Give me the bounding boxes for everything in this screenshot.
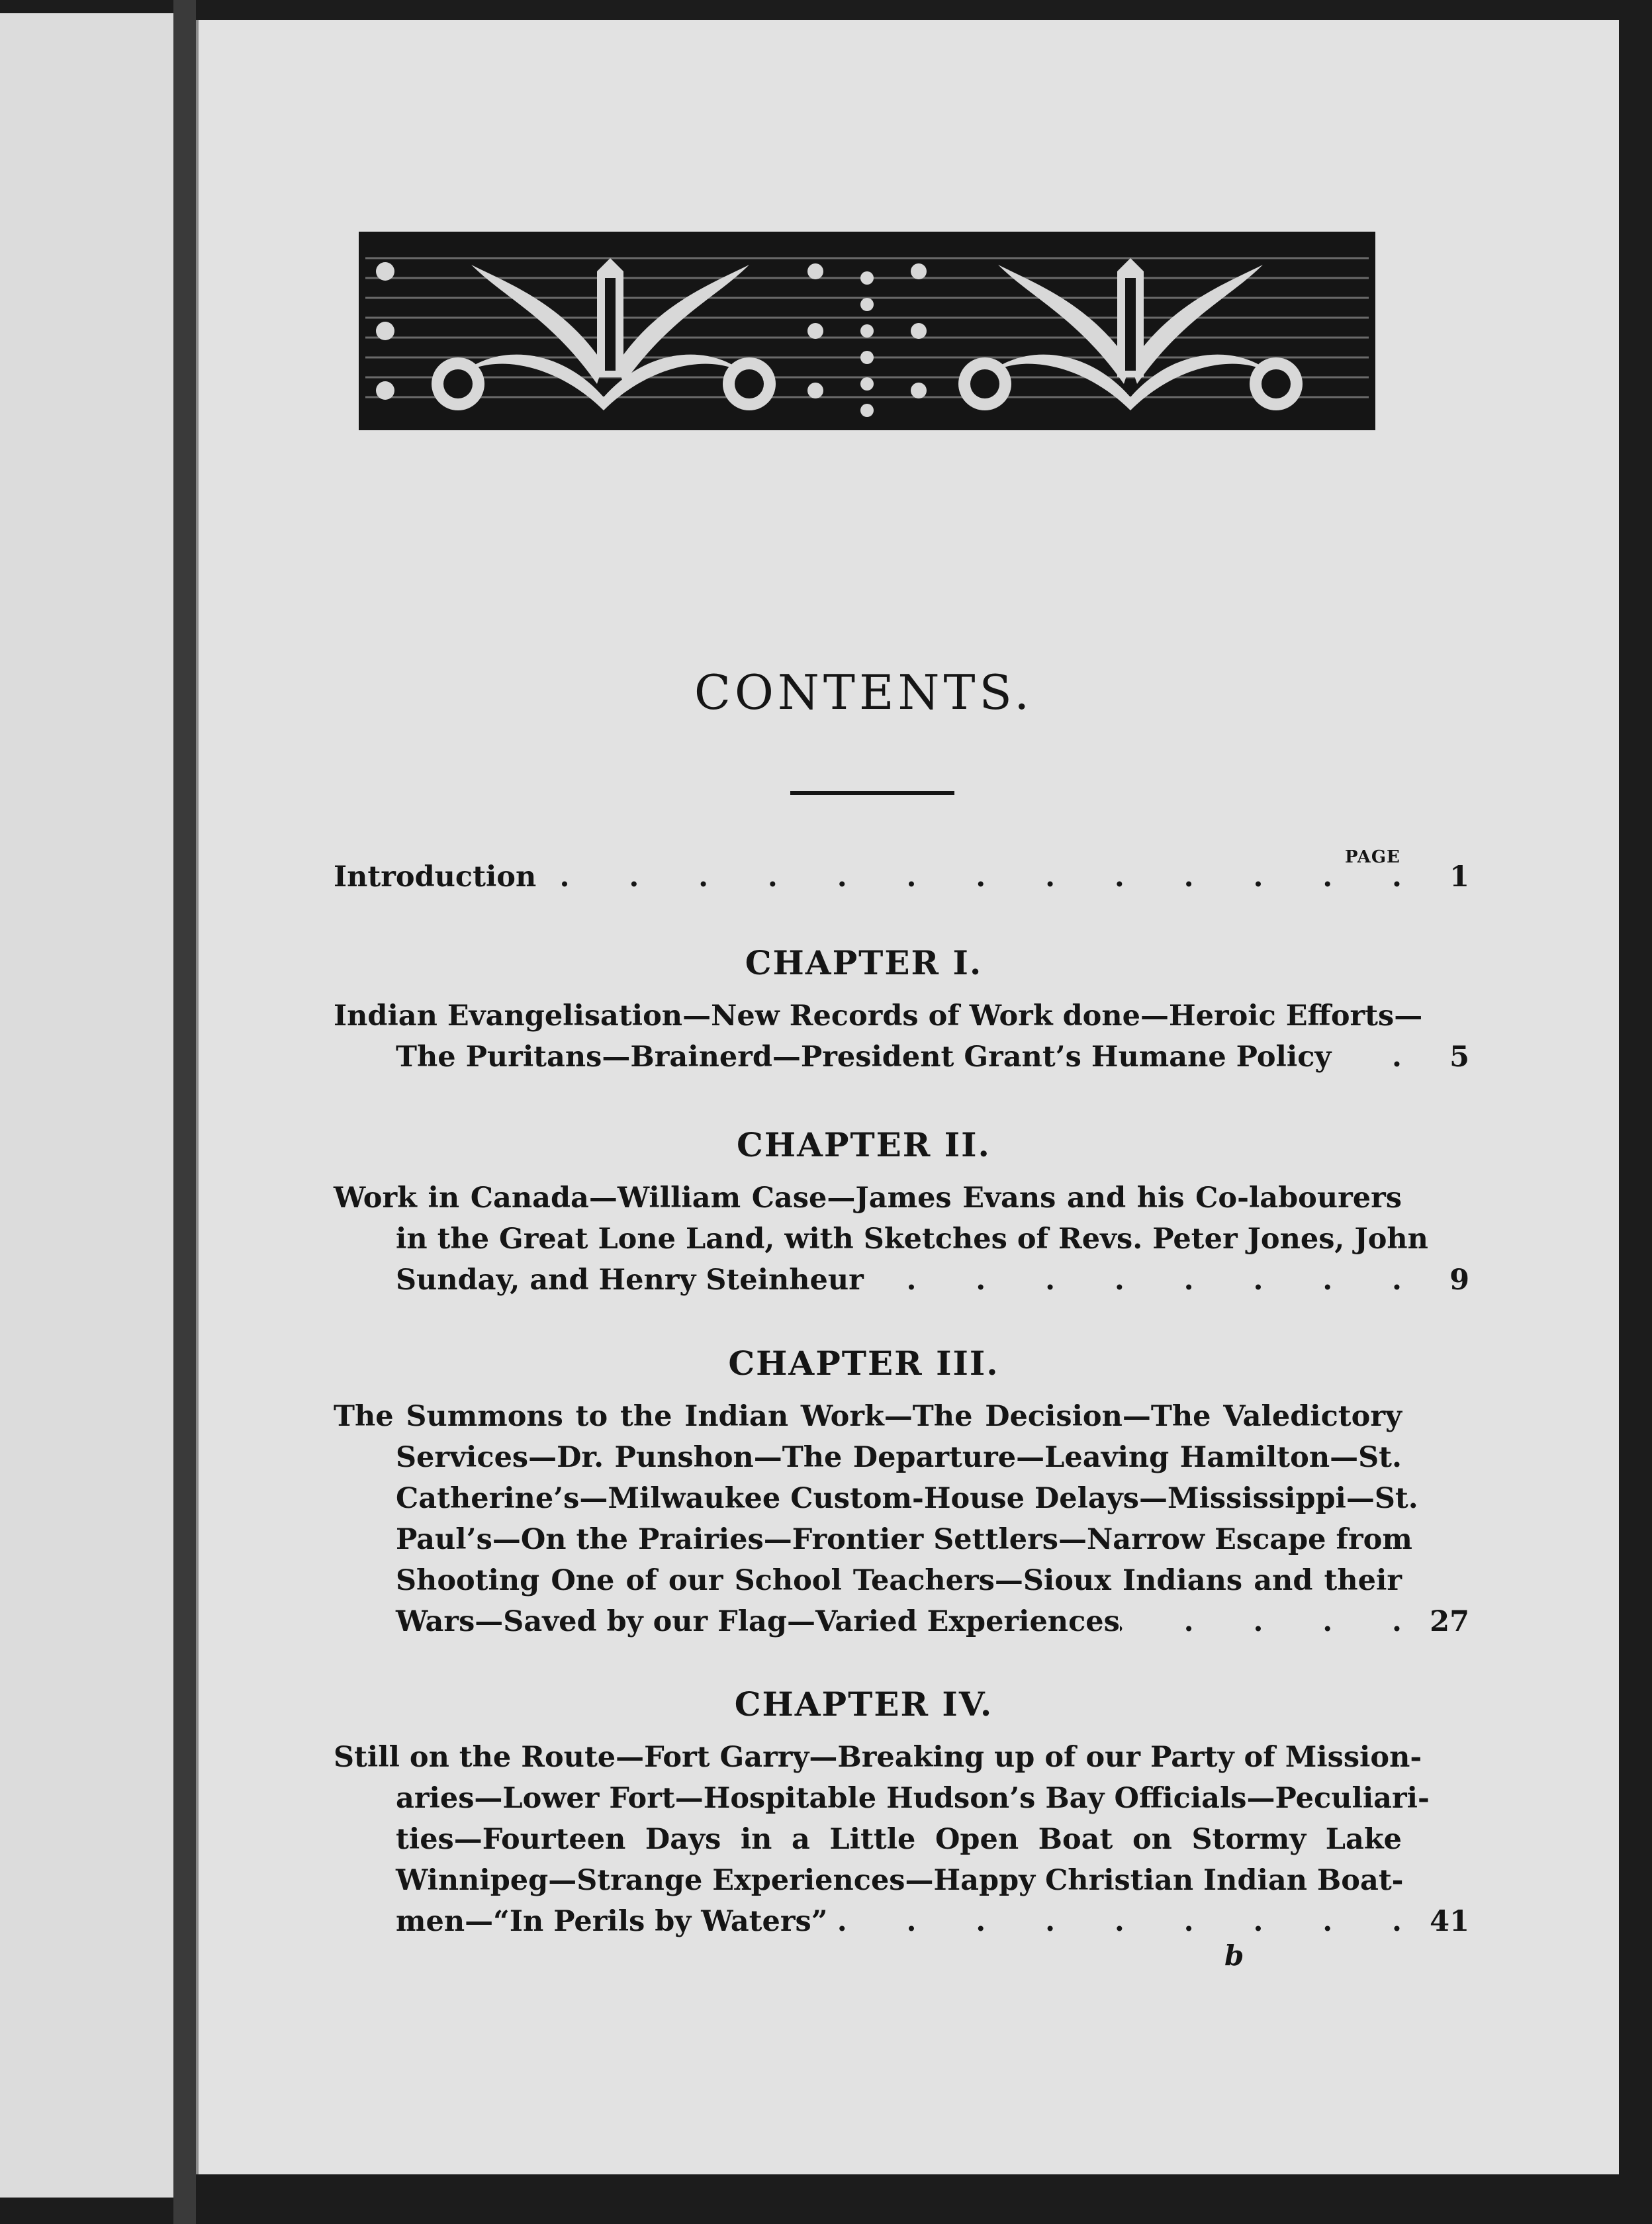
toc-entry-chapter-1[interactable]	[334, 999, 1469, 1086]
toc-entry-line: Shooting One of our School Teachers—Sioux Indians and their	[396, 1564, 1402, 1597]
page-title: CONTENTS.	[694, 665, 1034, 720]
toc-entry-introduction[interactable]	[334, 860, 1469, 900]
chapter-heading: CHAPTER II.	[737, 1125, 991, 1164]
toc-entry-chapter-3[interactable]	[334, 1400, 1469, 1651]
toc-page-number: 27	[1430, 1605, 1469, 1638]
toc-entry-line: Wars—Saved by our Flag—Varied Experiences	[396, 1605, 1120, 1638]
toc-entry-line: Still on the Route—Fort Garry—Breaking up of our Party of Mission-	[334, 1741, 1422, 1774]
toc-entry-line: The Summons to the Indian Work—The Decision—The Valedictory	[334, 1400, 1402, 1433]
toc-entry-line: Work in Canada—William Case—James Evans and his Co-labourers	[334, 1182, 1402, 1215]
dot-leader	[864, 1264, 1402, 1297]
chapter-heading: CHAPTER IV.	[734, 1685, 993, 1724]
toc-entry-line: Paul’s—On the Prairies—Frontier Settlers—Narrow Escape from	[396, 1523, 1412, 1556]
facing-page-edge	[0, 13, 176, 2198]
dot-leader	[1331, 1041, 1402, 1074]
toc-entry-chapter-2[interactable]	[334, 1182, 1469, 1307]
toc-entry-line: Winnipeg—Strange Experiences—Happy Christian Indian Boat-	[396, 1864, 1404, 1897]
toc-entry-label: Introduction	[334, 860, 537, 894]
chapter-heading: CHAPTER I.	[745, 943, 983, 982]
toc-entry-line: Services—Dr. Punshon—The Departure—Leaving Hamilton—St.	[396, 1441, 1402, 1474]
toc-entry-line: aries—Lower Fort—Hospitable Hudson’s Bay Officials—Peculiari-	[396, 1782, 1430, 1815]
chapter-heading: CHAPTER III.	[728, 1344, 999, 1383]
dot-leader	[536, 860, 1402, 894]
toc-entry-line: ties—Fourteen Days in a Little Open Boat on Stormy Lake	[396, 1823, 1402, 1856]
book-spine	[173, 0, 196, 2224]
toc-page-number: 1	[1449, 860, 1469, 894]
toc-entry-line: Indian Evangelisation—New Records of Work done—Heroic Efforts—	[334, 999, 1423, 1033]
floral-ornament-icon	[359, 232, 1375, 430]
dot-leader	[1120, 1605, 1402, 1638]
toc-page-number: 9	[1449, 1264, 1469, 1297]
toc-entry-line: men—“In Perils by Waters”	[396, 1905, 828, 1938]
page-column-label: PAGE	[1345, 847, 1400, 867]
toc-entry-line: Sunday, and Henry Steinheur	[396, 1264, 864, 1297]
book-page	[196, 20, 1619, 2174]
dot-leader	[828, 1905, 1402, 1938]
toc-page-number: 41	[1430, 1905, 1469, 1938]
signature-mark: b	[1224, 1939, 1244, 1972]
toc-entry-line: The Puritans—Brainerd—President Grant’s Humane Policy	[396, 1041, 1332, 1074]
toc-entry-line: Catherine’s—Milwaukee Custom-House Delays—Mississippi—St.	[396, 1482, 1418, 1515]
toc-entry-chapter-4[interactable]	[334, 1741, 1469, 1953]
toc-page-number: 5	[1449, 1041, 1469, 1074]
toc-entry-line: in the Great Lone Land, with Sketches of Revs. Peter Jones, John	[396, 1223, 1428, 1256]
title-divider	[790, 791, 954, 795]
